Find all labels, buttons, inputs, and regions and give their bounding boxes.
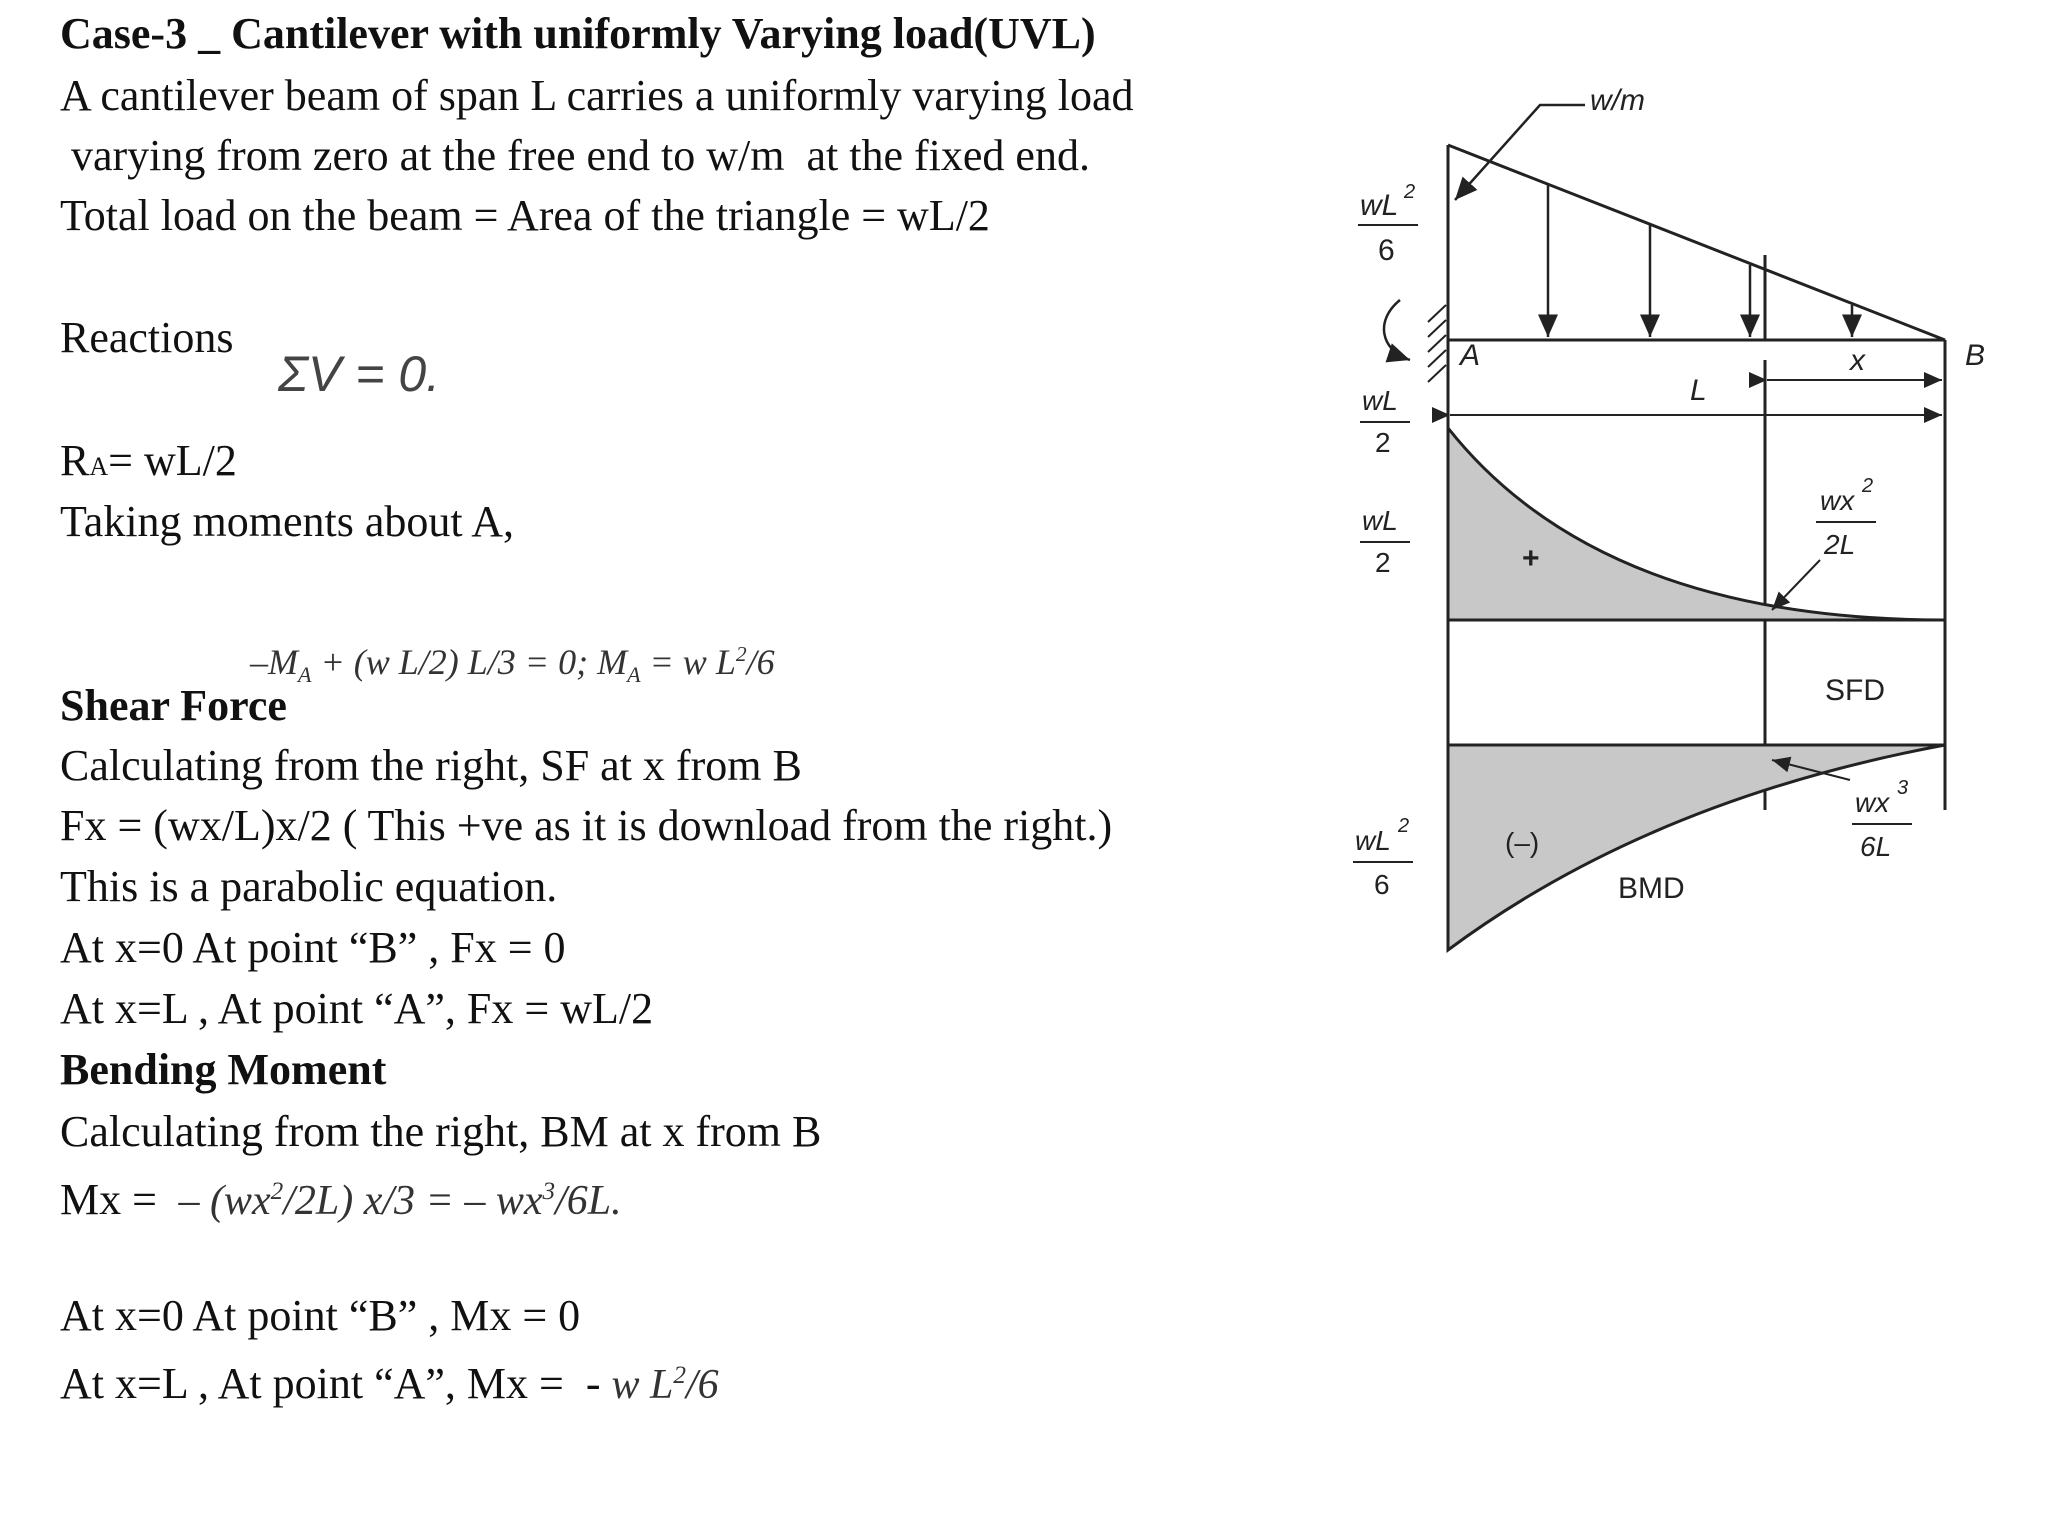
x-label: x [1850,344,1865,377]
load-arrows [1548,185,1852,337]
load-intensity-leader [1455,105,1585,200]
ra-r: R [60,436,90,485]
case-title: Case-3 _ Cantilever with uniformly Varying load(UVL) [60,9,1096,58]
ra-line [60,435,237,493]
bm-line-3-sup: 2 [673,1362,686,1389]
fixed-moment-den: 6 [1378,234,1395,267]
mx-eq-sup-2: 3 [542,1178,556,1205]
ma-eq-part-4: /6 [746,642,775,682]
intro-line-2: varying from zero at the free end to w/m at the fixed end. [60,131,1090,180]
point-a-label: A [1460,339,1481,372]
load-intensity-label: w/m [1590,84,1645,117]
mx-eq-part-1: – (wx [167,1178,271,1224]
bending-moment-heading: Bending Moment [60,1045,387,1094]
ma-eq-sup: 2 [735,642,747,666]
bmd-num: wL [1355,825,1391,856]
shear-force-heading: Shear Force [60,681,287,730]
bmd-x-sup: 3 [1897,777,1909,799]
mx-label: Mx = [60,1175,168,1224]
ma-equation [250,628,775,701]
sfd-x-den: 2L [1824,529,1856,560]
fixed-moment-num: wL [1360,189,1399,222]
bmd-label: BMD [1618,872,1685,905]
bm-line-3-text: At x=L , At point “A”, Mx = - [60,1359,612,1408]
sfd-area [1448,428,1945,620]
sfd-top-num: wL [1362,385,1398,416]
ma-eq-part-1: –M [250,642,298,682]
cantilever-diagram [1300,60,2000,960]
load-triangle [1448,145,1945,340]
bmd-x-den: 6L [1860,831,1892,862]
sum-v-equation: ΣV = 0. [278,346,441,402]
fixed-moment-arrow [1384,300,1410,360]
ma-eq-sub-2: A [627,662,641,688]
bmd-sup: 2 [1398,815,1410,837]
sfd-label: SFD [1825,674,1885,707]
ra-rest: = wL/2 [108,436,237,485]
bm-line-3-math-1: w L [611,1362,674,1408]
moments-about-line: Taking moments about A, [60,497,514,546]
ma-eq-sub-1: A [298,662,312,688]
mx-eq-part-2: /2L) x/3 = – wx [283,1178,543,1224]
span-label: L [1690,374,1707,407]
bm-line-3-math [612,1362,719,1408]
mx-equation [168,1178,622,1224]
ma-eq-part-2: + (w L/2) L/3 = 0; M [311,642,628,682]
reactions-label: Reactions [60,313,234,362]
mx-eq-part-3: /6L. [555,1178,622,1224]
ra-subscript: A [89,452,109,481]
sf-line-4: At x=0 At point “B” , Fx = 0 [60,923,566,972]
bm-line-3 [60,1350,719,1411]
bm-line-2: At x=0 At point “B” , Mx = 0 [60,1291,581,1340]
sf-line-2: Fx = (wx/L)x/2 ( This +ve as it is download from the right.) [60,801,1113,850]
intro-line-1: A cantilever beam of span L carries a uniformly varying load [60,71,1134,120]
fixed-moment-sup: 2 [1404,181,1416,203]
sfd-x-leader [1772,560,1820,610]
bmd-sign: (–) [1505,827,1540,858]
sf-line-1: Calculating from the right, SF at x from B [60,741,802,790]
sf-line-3: This is a parabolic equation. [60,862,558,911]
mx-eq-sup-1: 2 [270,1178,284,1205]
sfd-value-num: wL [1362,505,1398,536]
bmd-x-num: wx [1855,787,1890,818]
wall-hatch [1428,305,1446,382]
bm-line-3-math-2: /6 [685,1362,719,1408]
sfd-value-den: 2 [1375,547,1391,578]
sfd-x-num: wx [1820,485,1855,516]
mx-equation-line [60,1166,622,1227]
point-b-label: B [1965,339,1986,372]
bm-line-1: Calculating from the right, BM at x from B [60,1107,822,1156]
sf-line-5: At x=L , At point “A”, Fx = wL/2 [60,984,654,1033]
bmd-den: 6 [1374,869,1390,900]
total-load-line: Total load on the beam = Area of the triangle = wL/2 [60,191,990,240]
sfd-sign: + [1522,542,1540,575]
ma-eq-part-3: = w L [640,642,736,682]
sfd-top-den: 2 [1375,427,1391,458]
sfd-x-sup: 2 [1862,475,1874,497]
